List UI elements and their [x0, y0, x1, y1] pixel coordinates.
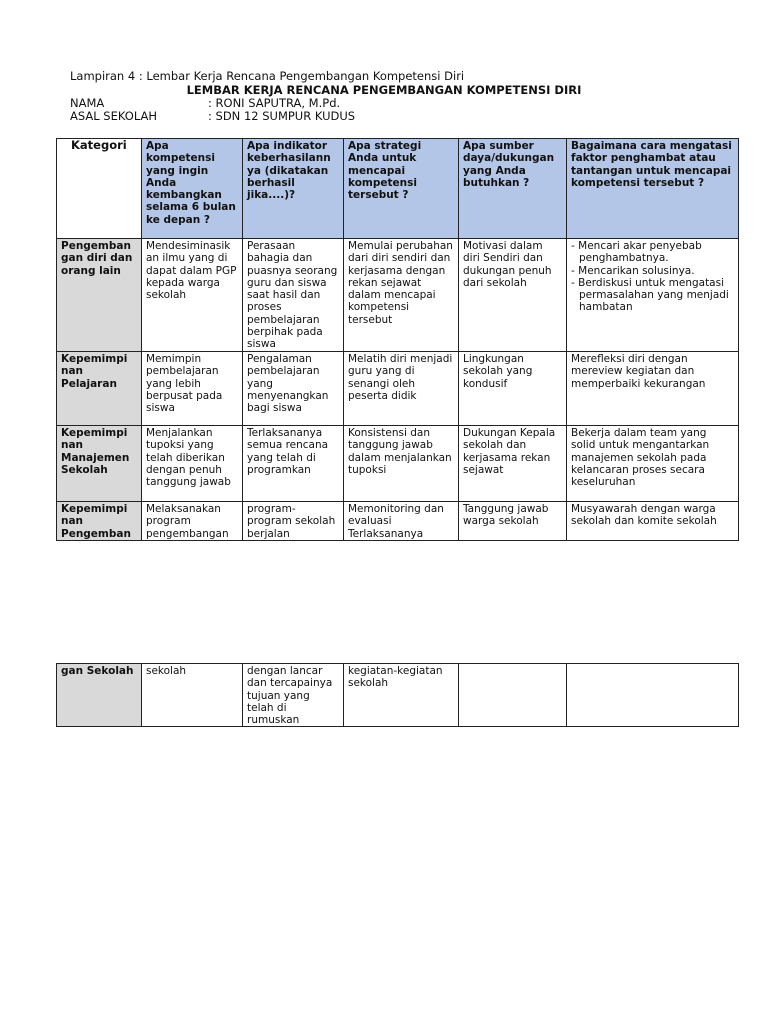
lampiran-caption: Lampiran 4 : Lembar Kerja Rencana Pengembangan Kompetensi Diri [70, 69, 465, 83]
row-kategori: Kepemimpi nan Pengemban [57, 502, 142, 541]
row-indikator: Terlaksananya semua rencana yang telah di programkan [243, 426, 344, 502]
header-strategi: Apa strategi Anda untuk mencapai kompetensi tersebut ? [344, 139, 459, 239]
header-sumber: Apa sumber daya/dukungan yang Anda butuhkan ? [459, 139, 567, 239]
sekolah-label: ASAL SEKOLAH [70, 109, 158, 123]
row-kategori: Kepemimpi nan Manajemen Sekolah [57, 426, 142, 502]
header-kategori: Kategori [57, 139, 142, 239]
document-title: LEMBAR KERJA RENCANA PENGEMBANGAN KOMPETENSI DIRI [186, 83, 582, 97]
row-indikator: program- program sekolah berjalan [243, 502, 344, 541]
row-cara [567, 664, 739, 727]
competency-table [56, 138, 739, 541]
row-kompetensi: Mendesiminasik an ilmu yang di dapat dalam PGP kepada warga sekolah [142, 239, 243, 352]
header-cara: Bagaimana cara mengatasi faktor penghambat atau tantangan untuk mencapai kompetensi tersebut ? [567, 139, 739, 239]
row-indikator: Perasaan bahagia dan puasnya seorang guru dan siswa saat hasil dan proses pembelajaran berpihak pada siswa [243, 239, 344, 352]
row-kompetensi: Melaksanakan program pengembangan [142, 502, 243, 541]
row-cara [567, 239, 739, 352]
row-sumber: Dukungan Kepala sekolah dan kerjasama rekan sejawat [459, 426, 567, 502]
row-sumber [459, 664, 567, 727]
table-row [57, 352, 739, 426]
row-indikator: Pengalaman pembelajaran yang menyenangkan bagi siswa [243, 352, 344, 426]
row-kategori: Kepemimpi nan Pelajaran [57, 352, 142, 426]
header-indikator: Apa indikator keberhasilann ya (dikatakan berhasil jika....)? [243, 139, 344, 239]
row-strategi: Memulai perubahan dari diri sendiri dan kerjasama dengan rekan sejawat dalam mencapai kompetensi tersebut [344, 239, 459, 352]
row-strategi: Melatih diri menjadi guru yang di senangi oleh peserta didik [344, 352, 459, 426]
row-sumber: Motivasi dalam diri Sendiri dan dukungan penuh dari sekolah [459, 239, 567, 352]
header-kompetensi: Apa kompetensi yang ingin Anda kembangkan selama 6 bulan ke depan ? [142, 139, 243, 239]
nama-label: NAMA [70, 96, 105, 110]
table-row [57, 664, 739, 727]
table-row [57, 502, 739, 541]
row-kompetensi: Memimpin pembelajaran yang lebih berpusat pada siswa [142, 352, 243, 426]
row-strategi: kegiatan-kegiatan sekolah [344, 664, 459, 727]
row-kategori: gan Sekolah [57, 664, 142, 727]
list-item: - Berdiskusi untuk mengatasi permasalahan yang menjadi hambatan [571, 277, 734, 314]
row-kategori: Pengemban gan diri dan orang lain [57, 239, 142, 352]
row-sumber: Tanggung jawab warga sekolah [459, 502, 567, 541]
row-sumber: Lingkungan sekolah yang kondusif [459, 352, 567, 426]
row-cara: Bekerja dalam team yang solid untuk mengantarkan manajemen sekolah pada kelancaran proses secara keseluruhan [567, 426, 739, 502]
row-kompetensi: sekolah [142, 664, 243, 727]
row-kompetensi: Menjalankan tupoksi yang telah diberikan dengan penuh tanggung jawab [142, 426, 243, 502]
nama-value: : RONI SAPUTRA, M.Pd. [208, 96, 341, 110]
table-header-row [57, 139, 739, 239]
table-row [57, 239, 739, 352]
sekolah-value: : SDN 12 SUMPUR KUDUS [208, 109, 356, 123]
list-item: - Mencarikan solusinya. [571, 265, 734, 277]
row-strategi: Memonitoring dan evaluasi Terlaksananya [344, 502, 459, 541]
row-cara: Merefleksi diri dengan mereview kegiatan dan memperbaiki kekurangan [567, 352, 739, 426]
row-cara: Musyawarah dengan warga sekolah dan komite sekolah [567, 502, 739, 541]
row-indikator: dengan lancar dan tercapainya tujuan yang telah di rumuskan [243, 664, 344, 727]
cara-list [571, 240, 734, 314]
row-strategi: Konsistensi dan tanggung jawab dalam menjalankan tupoksi [344, 426, 459, 502]
list-item: - Mencari akar penyebab penghambatnya. [571, 240, 734, 265]
competency-table-continuation [56, 663, 739, 727]
table-row [57, 426, 739, 502]
